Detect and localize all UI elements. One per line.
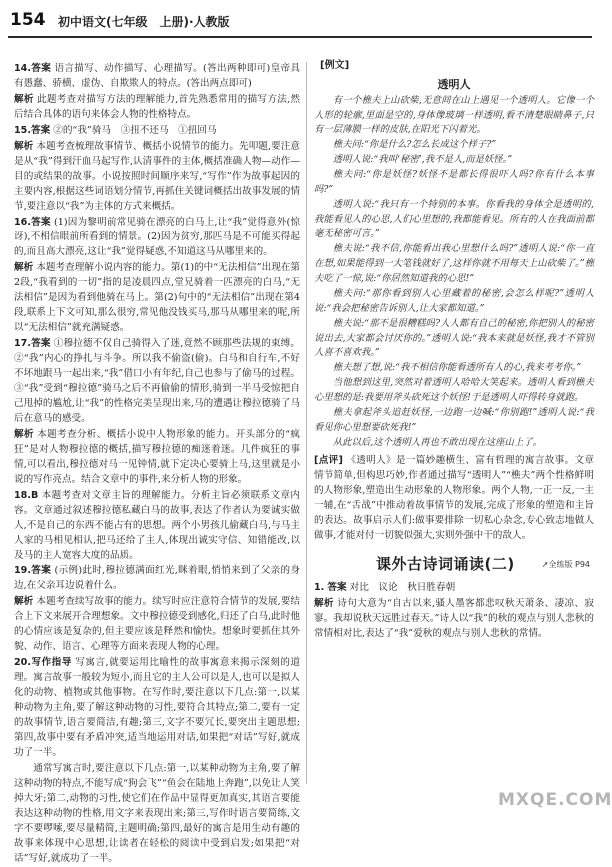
story-paragraph: 樵夫想了想,说:“我不相信你能看透所有人的心,我来考考你。” xyxy=(332,362,582,374)
entry-tag: 解析 xyxy=(14,140,34,152)
entry-number: 17. xyxy=(14,338,31,350)
page-number: 154 xyxy=(10,10,46,30)
answer-entry xyxy=(14,216,300,261)
answer-entry xyxy=(14,564,300,594)
watermark-logo: MXQE.COM xyxy=(498,790,612,810)
comment-paragraph xyxy=(314,454,594,544)
entry-tag: 解析 xyxy=(14,262,34,274)
answer-entry xyxy=(14,62,300,92)
entry-text: 语言描写、动作描写、心理描写。(答出两种即可)皇帝具有愚蠢、骄横、虚伪、自欺欺人的特点。(答出两点即可) xyxy=(14,63,300,89)
entry-text: 诗句大意为“自古以来,骚人墨客都悲叹秋天萧条、凄凉、寂寥。我却说秋天远胜过春天。”诗人以“我”的秋的观点与别人悲秋的常情相对比,表达了“我”爱秋的观点与别人悲秋的常情。 xyxy=(314,598,594,639)
story-paragraph: 樵夫问:“你是妖怪?妖怪不是都长得很吓人吗?你有什么本事吗?” xyxy=(314,169,594,195)
story-paragraph: 樵夫拿起斧头追赶妖怪,一边跑一边喊:“你别跑!”透明人说:“我看见你心里想要砍死我!” xyxy=(314,406,594,433)
answer-entry xyxy=(14,93,300,123)
section-heading xyxy=(314,553,594,575)
entry-tag: 答案 xyxy=(327,582,347,594)
entry-number: 20. xyxy=(14,657,31,669)
entry-number: 1. xyxy=(314,582,325,594)
story-paragraph: 透明人说:“我叫‘秘密’,我不是人,而是妖怪。” xyxy=(332,154,513,166)
answer-entry xyxy=(14,337,300,427)
comment-text: 《透明人》是一篇妙趣横生、富有哲理的寓言故事。文章情节简单,但构思巧妙,作者通过描写“透明人”“樵夫”两个性格鲜明的人物形象,塑造出生动形象的人物形象。两个人物,一正一反,一主一辅,在“舌战”中推动着故事情节的发展,完成了形象的塑造和主旨的表达。故事启示人们:做事要排除一切私心杂念,专心致志地做人做事,才能对付一切貌似强大,实则外强中干的敌人。 xyxy=(314,455,594,542)
analysis-entry xyxy=(314,597,594,642)
example-label: [例文] xyxy=(320,60,350,71)
answer-entry xyxy=(14,595,300,655)
entry-number: 18. xyxy=(14,489,31,501)
comment-tag: [点评] xyxy=(314,455,343,467)
entry-text: 对比 议论 秋日胜春朝 xyxy=(349,582,456,594)
entry-text: (示例)此时,穆拉德满面红光,眯着眼,悄悄来到了父亲的身边,在父亲耳边说着什么。 xyxy=(14,565,300,592)
entry-text: 本题考查理解小说内容的能力。第(1)的中“无法相信”出现在第2段,“我看到的一切”指的是凌晨四点,堂兄骑着一匹漂亮的白马,“无法相信”是因为看到他骑在马上。第(2)句中的“无法相信”出现在第4段,联系上下文可知,那么很穷,常见他没钱买马,那马从哪里来的呢,所以“无法相信”就充满疑惑。 xyxy=(14,262,301,334)
answer-entry xyxy=(14,140,300,215)
entry-number: 16. xyxy=(14,216,31,228)
section-reference: ➚全练版 P94 xyxy=(541,560,590,570)
entry-tag: 答案 xyxy=(31,216,51,228)
entry-text: 通常写寓言时,要注意以下几点:第一,以某种动物为主角,要了解这种动物的特点,不能写成“狗会飞”“鱼会在陆地上奔跑”,以免让人笑掉大牙;第二,动物的习性,使它们在作品中显得更加真实,其语言要能表达这种动物的性格,用文字来表现出来;第三,写作时语言要简练,文字不要啰嗦,要尽量精简,主题明确;第四,最好的寓言是用生动有趣的故事来体现中心思想,让读者在轻松的阅读中受到启发;如果把“对话”写好,就成功了一半。 xyxy=(14,762,300,864)
entry-text: (1)因为黎明前常见骑在漂亮的白马上,让“我”觉得意外(惊讶),不相信眼前所看到的情景。(2)因为贫穷,那匹马是不可能买得起的,而且高大漂亮,这让“我”觉得疑惑,不知道这马从哪里来的。 xyxy=(14,216,300,258)
answer-entry xyxy=(14,762,300,867)
answer-entry xyxy=(14,428,300,488)
column-divider xyxy=(306,62,307,784)
header-divider xyxy=(8,36,592,38)
story-title: 透明人 xyxy=(437,77,471,91)
story-paragraph: 当他想到这里,突然对着透明人哈哈大笑起来。透明人看到樵夫心里想的是:我要用斧头砍死这个妖怪!于是透明人吓得转身就跑。 xyxy=(314,377,594,403)
entry-text: 本题考查续写故事的能力。续写时应注意符合情节的发展,要结合上下文来展开合理想象。文中穆拉德受到感化,归还了白马,此时他的心情应该是复杂的,但主要应该是释然和愉快。想象时要抓住其外貌、动作、语言、心理等方面来表现人物的心理。 xyxy=(14,596,300,653)
entry-tag: 答案 xyxy=(31,124,51,136)
book-title: 初中语文(七年级 上册)·人教版 xyxy=(58,15,230,29)
section-title: 课外古诗词诵读(二) xyxy=(376,555,515,574)
page-header xyxy=(0,0,600,44)
answer-entry xyxy=(14,124,300,139)
entry-tag: 写作指导 xyxy=(31,657,72,669)
entry-text: 此题考查对描写方法的理解能力,首先熟悉常用的描写方法,然后结合具体的语句来体会人物的性格特点。 xyxy=(14,93,300,120)
story-paragraph: 从此以后,这个透明人再也不敢出现在这座山上了。 xyxy=(332,436,543,448)
story-paragraph: 樵夫问:“你是什么?怎么长成这个样子?” xyxy=(332,139,497,151)
story-paragraph: 樵夫问:“那你看到别人心里藏着的秘密,会怎么样呢?”透明人说:“我会把秘密告诉别人,让大家都知道。” xyxy=(314,287,594,314)
entry-tag: 解析 xyxy=(314,598,334,610)
entry-text: 本题考查梳理故事情节、概括小说情节的能力。先叩题,要注意是从“我”得到汗血马起写作,认清事件的主体,概括准确人物—动作—目的或结果的故事。小说按照时间顺序来写,“写作”作为故事起因的主要内容,根据这些词语划分情节,再抓住关键词概括出故事发展的情节,要注意以“我”为主体的方式来概括。 xyxy=(14,140,300,212)
right-column xyxy=(314,62,594,816)
entry-tag: 答案 xyxy=(31,63,52,74)
answer-entry xyxy=(14,656,300,761)
entry-tag: 解析 xyxy=(14,596,34,608)
answer-entry xyxy=(314,581,594,596)
entry-text: 本题考查分析、概括小说中人物形象的能力。开头部分的“疯狂”是对人物穆拉德的概括,描写穆拉德的痴迷着迷。几件疯狂的事情,可以看出,穆拉德对马一见钟情,就下定决心要骑上马,这里就是小说的写作亮点。结合文章中的事件,来分析人物的形象。 xyxy=(14,428,300,485)
entry-text: ②的“我”骑马 ③扭不还马 ①扭回马 xyxy=(53,124,217,136)
entry-tag: 解析 xyxy=(14,428,34,440)
story-paragraph: 樵夫说:“我不信,你能看出我心里想什么吗?”透明人说:“你一直在想,如果能得到一大笔钱就好了,这样你就不用每天上山砍柴了。”樵夫吃了一惊,说:“你居然知道我的心思!” xyxy=(314,243,594,285)
entry-text: 本题考查对文章主旨的理解能力。分析主旨必须联系文章内容。文章通过叙述穆拉德私藏白马的故事,表达了作者认为要诚实做人,不是自己的东西不能占有的思想。两个小男孩儿偷藏白马,与马主人家的马相见相认,把马还给了主人,体现出诚实守信、知错能改,以及马的主人宽容大度的品质。 xyxy=(14,489,300,561)
story-paragraph: 透明人说:“我只有一个特别的本事。你看我的身体全是透明的,我能看见人的心思,人们心里想的,我都能看见。所有的人在我面前都毫无秘密可言。” xyxy=(314,198,594,240)
story-paragraph: 樵夫说:“那不是很糟糕吗?人人都有自己的秘密,你把别人的秘密说出去,大家都会讨厌你的。”透明人说:“我本来就是妖怪,我才不管别人喜不喜欢我。” xyxy=(314,317,594,359)
entry-tag: 解析 xyxy=(14,93,34,105)
answer-entry xyxy=(14,261,300,336)
answer-entry xyxy=(14,489,300,564)
story-paragraph: 有一个樵夫上山砍柴,无意间在山上遇见一个透明人。它像一个人形的轮廓,里面是空的,身体像玻璃一样透明,看不清楚眼睛鼻子,只有一层薄膜一样的皮肤,在阳光下闪着光。 xyxy=(314,94,594,136)
example-story xyxy=(314,94,594,451)
entry-tag: 答案 xyxy=(31,565,52,577)
entry-text: 写寓言,就要运用比喻性的故事寓意来揭示深刻的道理。寓言故事一般较为短小,而且它的主人公可以是人,也可以是拟人化的动物、植物或其他事物。在写作时,要注意以下几点:第一,以某种动物为主角,要了解这种动物的习性,要符合其特点;第二,要有一定的故事情节,语言要简洁,有趣;第三,文字不要冗长,要突出主题思想;第四,故事中要有矛盾冲突,适当地运用对话,如果把“对话”写好,就成功了一半。 xyxy=(14,657,300,758)
entry-tag: B xyxy=(31,489,39,501)
entry-text: ①穆拉德不仅自己骑得入了迷,竟然不顾那些法规的束缚。②“我”内心的挣扎与斗争。所以我不偷盗(偷)。白马和自行车,不好不坏地跟马一起出来,“我”借口小有年纪,自己也参与了偷马的过程。③“我”受到“穆拉德”骑马之后不再偷偷的情形,骑到一半马受惊把自己甩掉的尴尬,让“我”的性格完美呈现出来,马的遭遇让穆拉德骑了马后在意马的感受。 xyxy=(14,338,300,424)
entry-number: 19. xyxy=(14,565,31,577)
entry-number: 14. xyxy=(14,63,31,74)
entry-tag: 答案 xyxy=(31,338,51,350)
entry-number: 15. xyxy=(14,124,31,136)
left-column xyxy=(14,62,301,864)
